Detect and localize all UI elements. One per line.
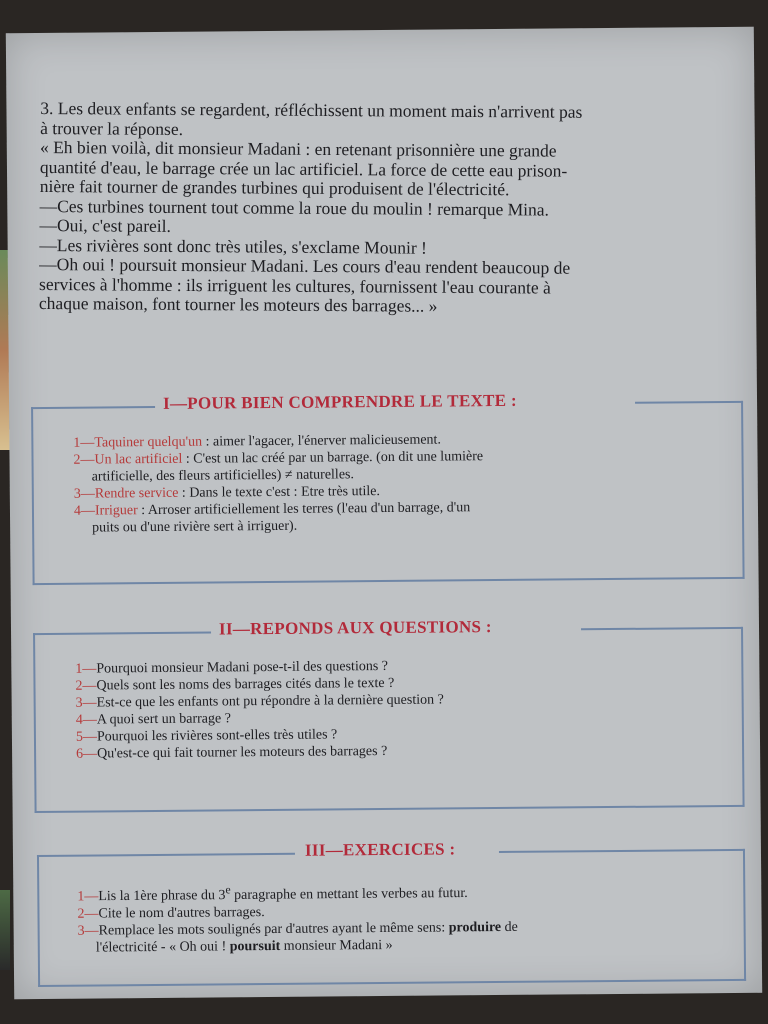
- vocab-item: 2—Un lac artificiel : C'est un lac créé par un barrage. (on dit une lumière: [73, 449, 484, 468]
- question-item: 3—Est-ce que les enfants ont pu répondre à la dernière question ?: [75, 692, 444, 711]
- question-item: 2—Quels sont les noms des barrages cités dans le texte ?: [75, 675, 395, 694]
- comprehension-box: [31, 390, 745, 585]
- story-line: services à l'homme : ils irriguent les cultures, fournissent l'eau courante à: [39, 273, 551, 298]
- box-border-top-left: [31, 406, 155, 409]
- story-line: quantité d'eau, le barrage crée un lac artificiel. La force de cette eau prison-: [39, 156, 568, 181]
- vocab-item: 1—Taquiner quelqu'un : aimer l'agacer, l'énerver malicieusement.: [73, 432, 441, 451]
- box-border-top-left: [37, 853, 295, 857]
- questions-list: [75, 657, 444, 762]
- vocab-item: puits ou d'une rivière sert à irriguer).: [92, 518, 298, 536]
- box-border-top-right: [499, 849, 745, 853]
- story-text: [39, 99, 752, 318]
- exercise-item: 3—Remplace les mots soulignés par d'autres ayant le même sens: produire de: [77, 919, 518, 939]
- textbook-page: [6, 27, 762, 999]
- section-title-comprehension: I—POUR BIEN COMPRENDRE LE TEXTE :: [162, 390, 517, 413]
- exercise-item: l'électricité - « Oh oui ! poursuit monsieur Madani »: [95, 937, 393, 956]
- questions-box: [33, 617, 745, 813]
- section-title-questions: II—REPONDS AUX QUESTIONS :: [218, 617, 492, 639]
- story-line: chaque maison, font tourner les moteurs des barrages... »: [38, 292, 438, 316]
- box-border-top-right: [635, 401, 743, 404]
- story-line: « Eh bien voilà, dit monsieur Madani : en retenant prisonnière une grande: [39, 136, 557, 161]
- exercises-list: [77, 879, 518, 956]
- section-title-exercises: III—EXERCICES :: [304, 839, 456, 860]
- box-border-top-left: [33, 632, 211, 636]
- vocab-item: 4—Irriguer : Arroser artificiellement les terres (l'eau d'un barrage, d'un: [73, 500, 471, 519]
- question-item: 1—Pourquoi monsieur Madani pose-t-il des questions ?: [75, 658, 389, 677]
- story-line: —Les rivières sont donc très utiles, s'exclame Mounir !: [39, 234, 427, 258]
- question-item: 4—A quoi sert un barrage ?: [75, 711, 231, 728]
- box-border-top-right: [581, 627, 743, 630]
- question-item: 5—Pourquoi les rivières sont-elles très utiles ?: [75, 727, 338, 745]
- story-line: 3. Les deux enfants se regardent, réfléchissent un moment mais n'arrivent pas: [40, 97, 583, 122]
- vocab-item: artificielle, des fleurs artificielles) ≠ naturelles.: [91, 467, 355, 485]
- story-line: nière fait tourner de grandes turbines qui produisent de l'électricité.: [39, 175, 510, 200]
- question-item: 6—Qu'est-ce qui fait tourner les moteurs des barrages ?: [76, 743, 388, 762]
- story-line: —Oui, c'est pareil.: [39, 214, 172, 236]
- vocab-item: 3—Rendre service : Dans le texte c'est : Etre très utile.: [73, 484, 381, 502]
- page-edge-shadow: [0, 890, 10, 970]
- exercise-item: 1—Lis la 1ère phrase du 3e paragraphe en mettant les verbes au futur.: [77, 883, 468, 905]
- story-line: à trouver la réponse.: [40, 117, 184, 139]
- story-line: —Oh oui ! poursuit monsieur Madani. Les cours d'eau rendent beaucoup de: [39, 253, 571, 278]
- exercise-item: 2—Cite le nom d'autres barrages.: [77, 904, 265, 922]
- story-line: —Ces turbines tournent tout comme la roue du moulin ! remarque Mina.: [39, 195, 550, 220]
- exercises-box: [37, 839, 746, 987]
- vocabulary-list: [73, 431, 483, 537]
